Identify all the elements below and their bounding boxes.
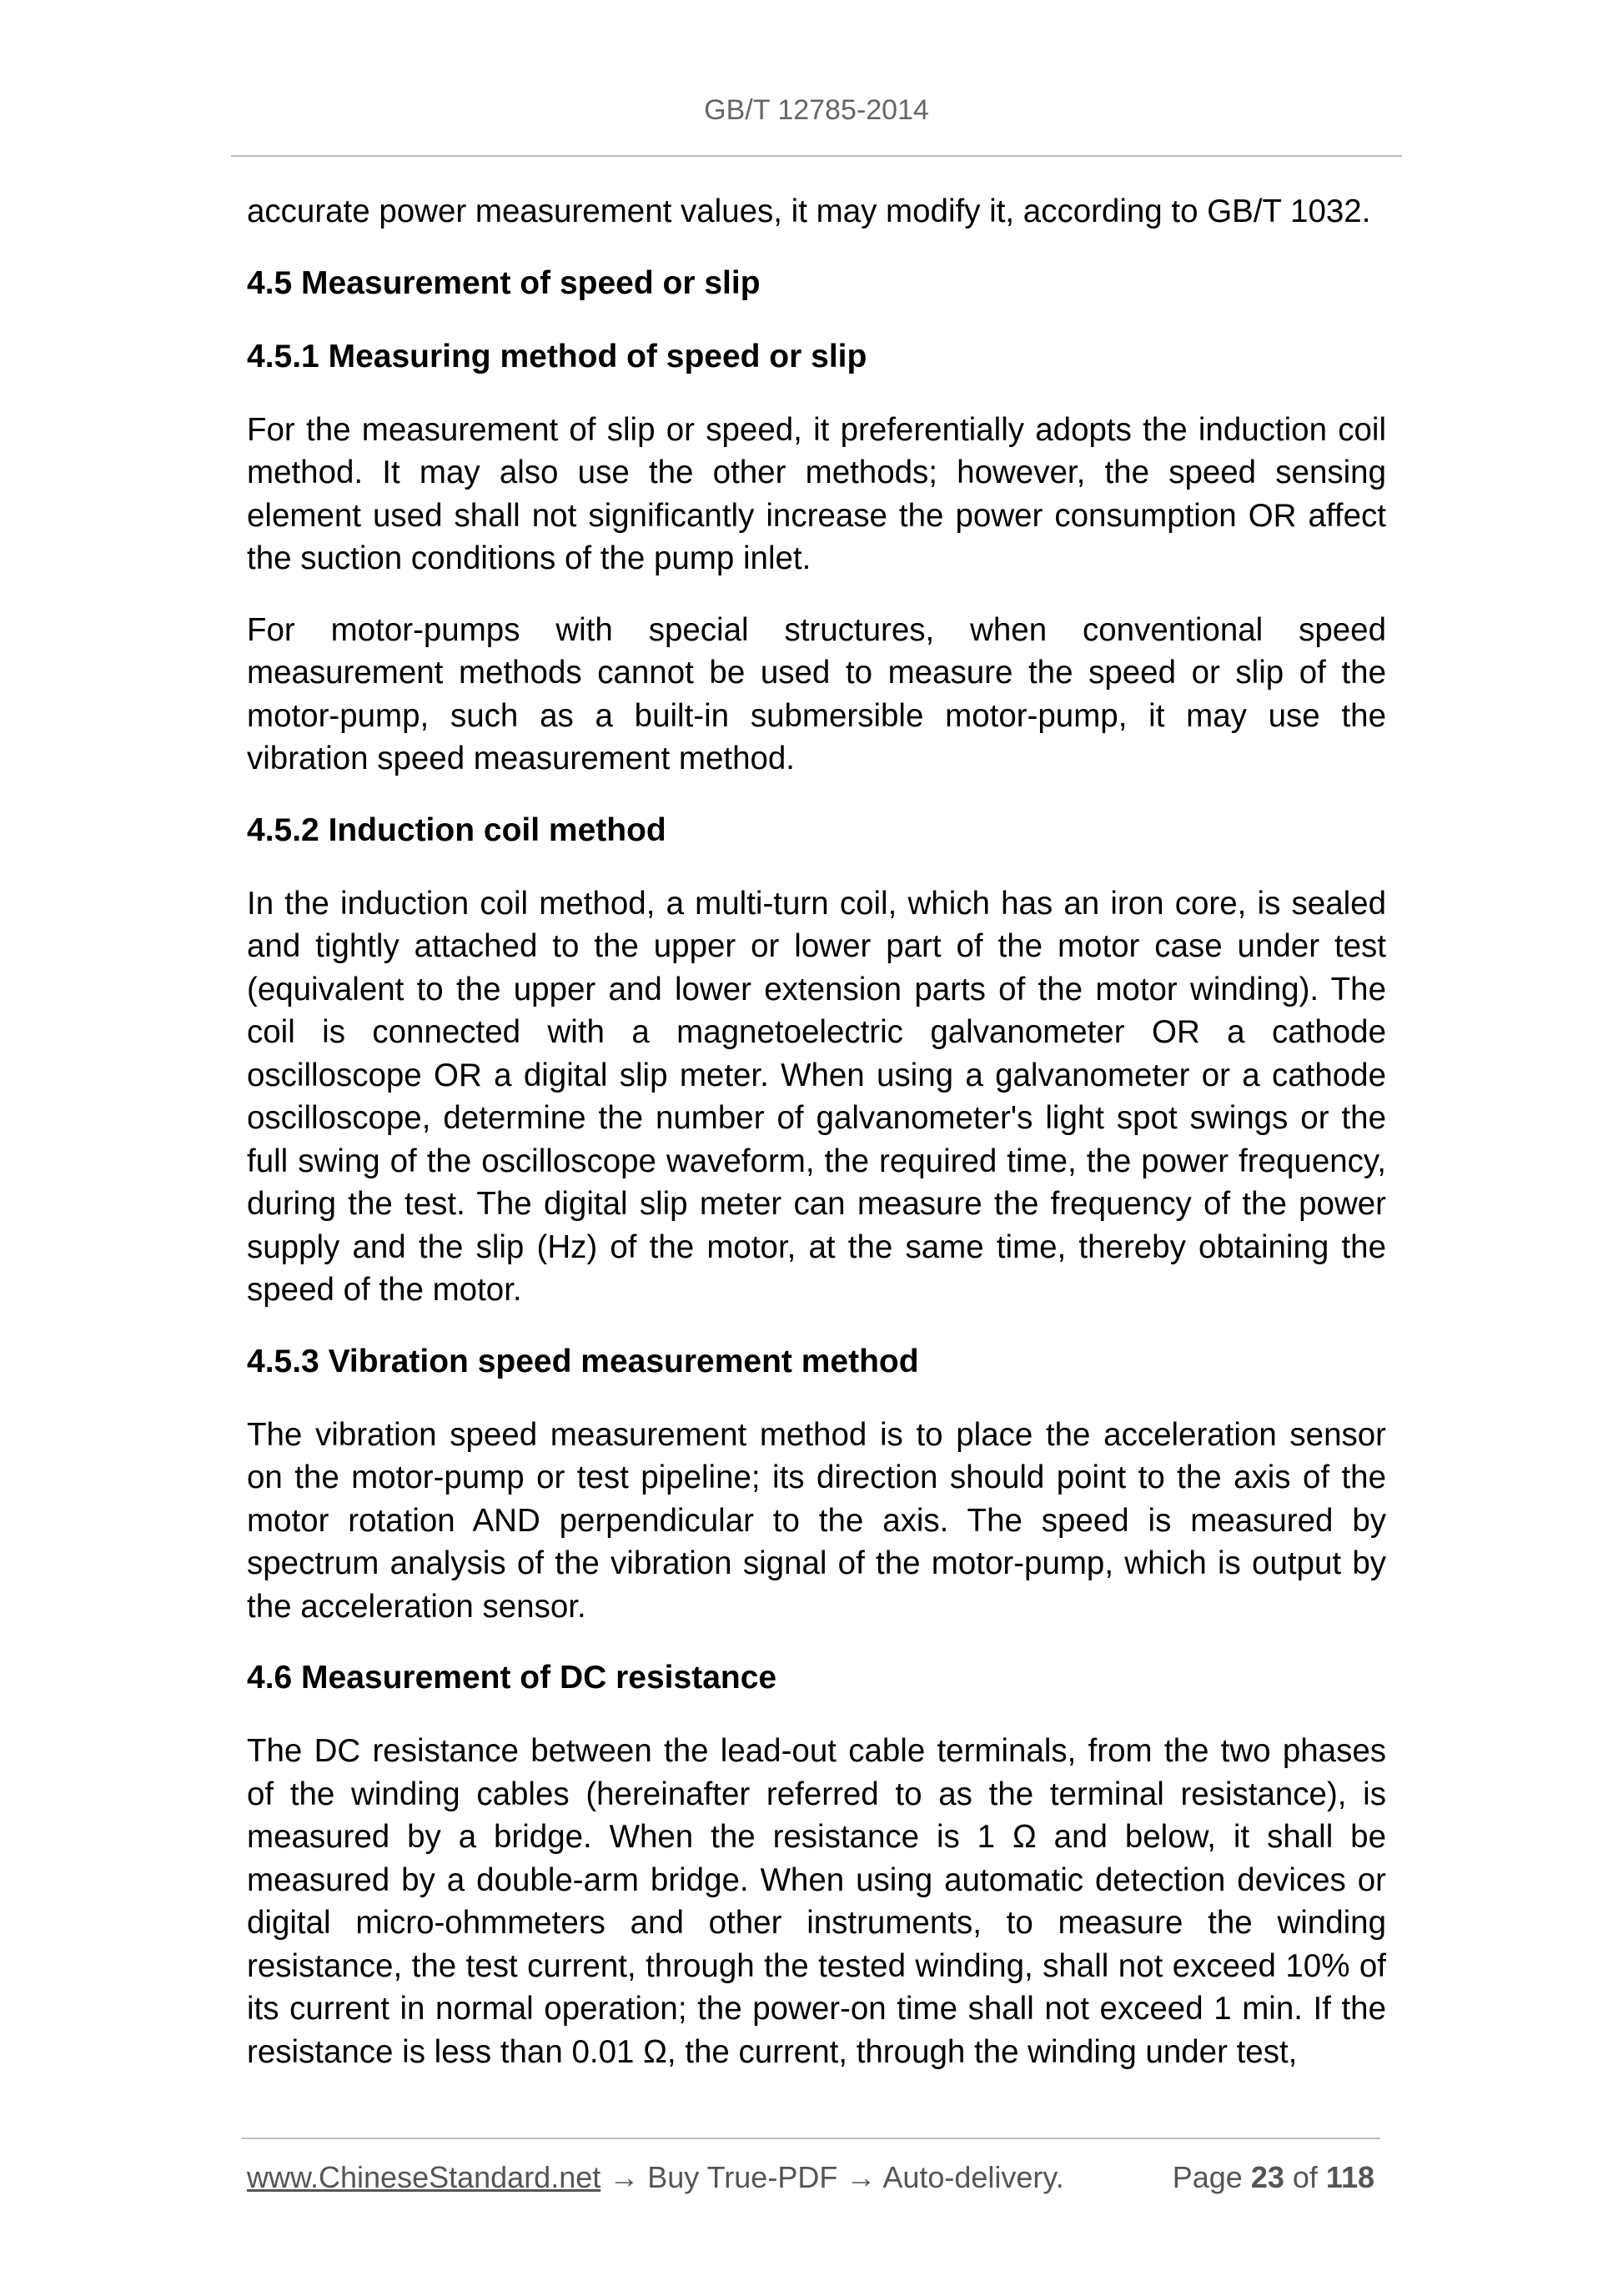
section-heading-4-6: 4.6 Measurement of DC resistance bbox=[247, 1660, 777, 1696]
section-heading-4-5-2: 4.5.2 Induction coil method bbox=[247, 811, 666, 848]
page-footer bbox=[247, 2160, 1381, 2202]
of-label: of bbox=[1292, 2160, 1318, 2194]
current-page: 23 bbox=[1250, 2160, 1284, 2194]
paragraph-continuation: accurate power measurement values, it may modify it, according to GB/T 1032. bbox=[247, 193, 1371, 229]
total-pages: 118 bbox=[1325, 2160, 1374, 2194]
paragraph: The vibration speed measurement method is to place the acceleration sensor on the motor-pump or test pipeline; its direction should point to the axis of the motor rotation AND perpendicular to the axis. The speed is measured by spectrum analysis of the vibration signal of the motor-pump, which is output by the acceleration sensor. bbox=[247, 1416, 1386, 1625]
section-heading-4-5: 4.5 Measurement of speed or slip bbox=[247, 264, 761, 301]
paragraph: For motor-pumps with special structures, when conventional speed measurement methods cannot be used to measure the speed or slip of the motor-pump, such as a built-in submersible motor-pump, it may use the vibration speed measurement method. bbox=[247, 611, 1386, 776]
header-divider bbox=[231, 155, 1402, 157]
document-id-header: GB/T 12785-2014 bbox=[704, 94, 929, 126]
section-heading-4-5-1: 4.5.1 Measuring method of speed or slip bbox=[247, 338, 867, 374]
section-heading-4-5-3: 4.5.3 Vibration speed measurement method bbox=[247, 1343, 919, 1379]
footer-divider bbox=[242, 2138, 1380, 2139]
page-number bbox=[1173, 2160, 1374, 2195]
page-label: Page bbox=[1172, 2160, 1243, 2194]
website-link[interactable]: www.ChineseStandard.net bbox=[247, 2160, 601, 2194]
footer-promo bbox=[247, 2160, 1064, 2195]
page-content bbox=[247, 190, 1386, 2102]
paragraph: In the induction coil method, a multi-turn coil, which has an iron core, is sealed and tightly attached to the upper or lower part of the motor case under test (equivalent to the upper and lower extension parts of the motor winding). The coil is connected with a magnetoelectric galvanometer OR a cathode oscilloscope OR a digital slip meter. When using a galvanometer or a cathode oscilloscope, determine the number of galvanometer's light spot swings or the full swing of the oscilloscope waveform, the required time, the power frequency, during the test. The digital slip meter can measure the frequency of the power supply and the slip (Hz) of the motor, at the same time, thereby obtaining the speed of the motor. bbox=[247, 885, 1386, 1308]
paragraph: The DC resistance between the lead-out cable terminals, from the two phases of the winding cables (hereinafter referred to as the terminal resistance), is measured by a bridge. When the resistance is 1 Ω and below, it shall be measured by a double-arm bridge. When using automatic detection devices or digital micro-ohmmeters and other instruments, to measure the winding resistance, the test current, through the tested winding, shall not exceed 10% of its current in normal operation; the power-on time shall not exceed 1 min. If the resistance is less than 0.01 Ω, the current, through the winding under test, bbox=[247, 1733, 1386, 2070]
promo-text: → Buy True-PDF → Auto-delivery. bbox=[600, 2160, 1064, 2194]
paragraph: For the measurement of slip or speed, it preferentially adopts the induction coil method. It may also use the other methods; however, the speed sensing element used shall not significantly increase the power consumption OR affect the suction conditions of the pump inlet. bbox=[247, 411, 1386, 576]
